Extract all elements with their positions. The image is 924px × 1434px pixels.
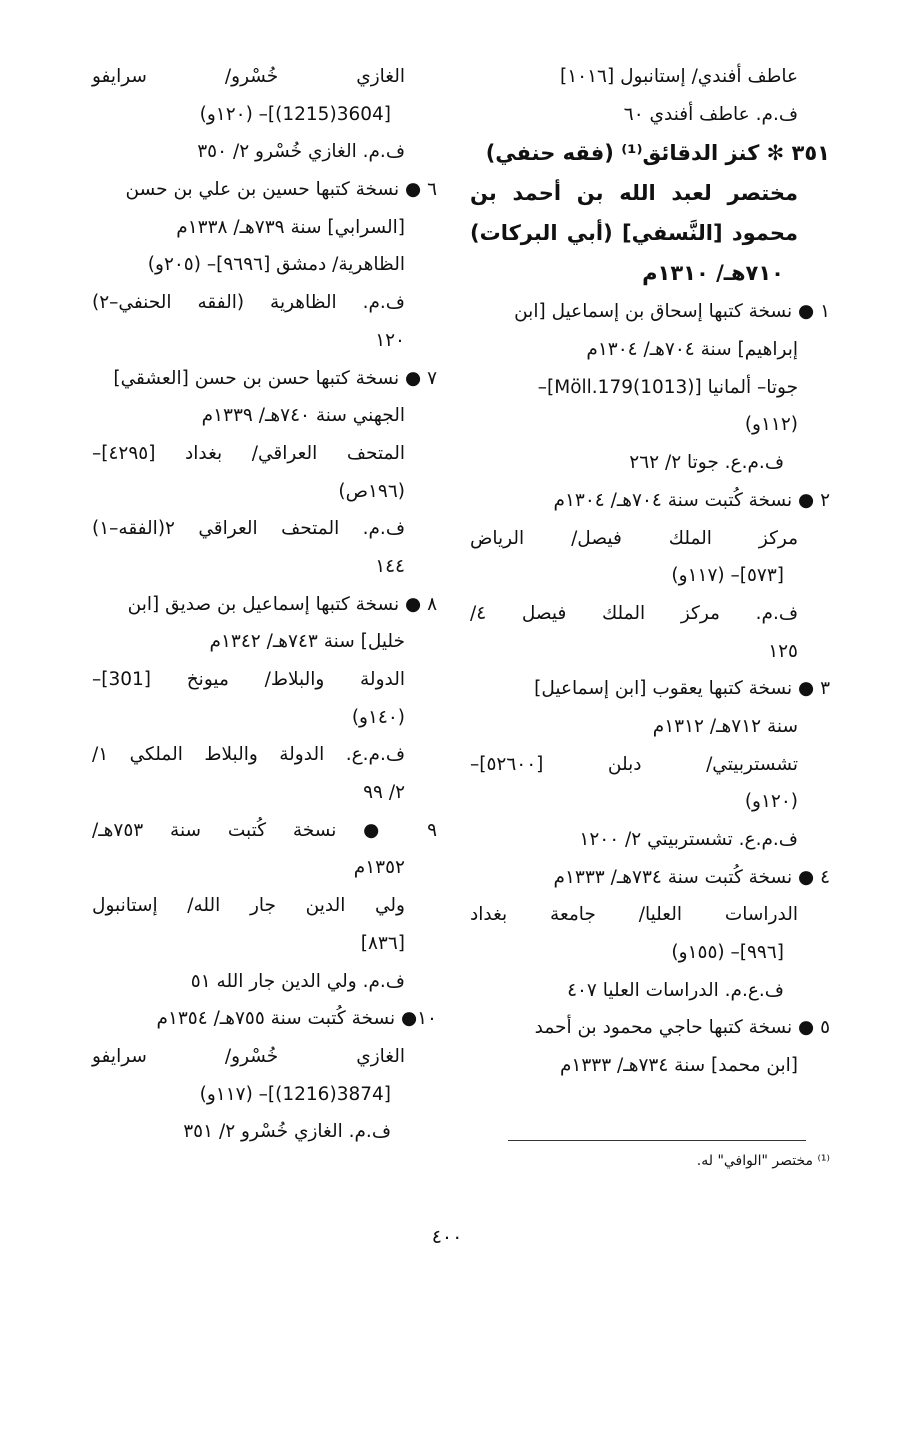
text-line: ف.ع.م. الدراسات العليا ٤٠٧: [567, 979, 784, 1001]
text-line: ف.م.ع. جوتا ٢/ ٢٦٢: [629, 452, 784, 474]
text-line: ٤ ● نسخة كُتبت سنة ٧٣٤هـ/ ١٣٣٣م: [553, 866, 830, 888]
text-line: ٧ ● نسخة كتبها حسن بن حسن [العشقي]: [113, 367, 437, 389]
text-line: ١٢٥: [768, 640, 798, 662]
text-line: (١٤٠و): [351, 706, 405, 728]
text-line: ٢ ● نسخة كُتبت سنة ٧٠٤هـ/ ١٣٠٤م: [553, 489, 830, 511]
text-line: ٥ ● نسخة كتبها حاجي محمود بن أحمد: [534, 1017, 830, 1039]
text-line: ف.م. المتحف العراقي ٢(الفقه–١): [92, 518, 405, 540]
text-line: [٨٣٦]: [360, 932, 405, 954]
text-line: ف.م. الغازي خُسْرو ٢/ ٣٥١: [183, 1121, 391, 1143]
text-line: ف.م. ولي الدين جار الله ٥١: [190, 970, 405, 992]
text-line: [ابن محمد] سنة ٧٣٤هـ/ ١٣٣٣م: [559, 1055, 798, 1077]
text-line: ف.م. الغازي خُسْرو ٢/ ٣٥٠: [197, 141, 405, 163]
text-line: ٨ ● نسخة كتبها إسماعيل بن صديق [ابن: [127, 593, 437, 615]
text-line: المتحف العراقي/ بغداد [٤٢٩٥]–: [92, 442, 405, 464]
text-line: (١١٢و): [744, 414, 798, 436]
text-line: ف.م. مركز الملك فيصل ٤/: [470, 602, 798, 624]
text-line: الغازي خُسْرو/ سرايفو: [92, 1045, 405, 1067]
text-line: ١٤٤: [375, 555, 405, 577]
text-line: [السرابي] سنة ٧٣٩هـ/ ١٣٣٨م: [176, 216, 405, 238]
text-line: ٢/ ٩٩: [363, 782, 405, 804]
text-line: ١٣٥٢م: [353, 857, 405, 879]
text-line: ولي الدين جار الله/ إستانبول: [92, 895, 405, 917]
text-line: ١٢٠: [375, 329, 405, 351]
text-line: الظاهرية/ دمشق [٩٦٩٦]– (٢٠٥و): [147, 254, 405, 276]
text-line: ف.م. الظاهرية (الفقه الحنفي–٢): [92, 292, 405, 314]
text-line: ف.م.ع. الدولة والبلاط الملكي ١/: [92, 744, 405, 766]
text-line: (١٩٦ص): [338, 480, 405, 502]
footnote: ⁽¹⁾ مختصر "الوافي" له.: [696, 1153, 830, 1169]
text-line: [٩٩٦]– (١٥٥و): [671, 942, 784, 964]
text-line: ١ ● نسخة كتبها إسحاق بن إسماعيل [ابن: [514, 301, 830, 323]
text-line: ف.م. عاطف أفندي ٦٠: [623, 103, 798, 125]
text-line: مركز الملك فيصل/ الرياض: [470, 527, 798, 549]
text-line: ٧١٠هـ/ ١٣١٠م: [642, 261, 784, 286]
text-line: عاطف أفندي/ إستانبول [١٠١٦]: [560, 66, 798, 87]
left-column: [92, 58, 437, 1151]
text-line: ٩ ● نسخة كُتبت سنة ٧٥٣هـ/: [92, 819, 437, 841]
text-line: سنة ٧١٢هـ/ ١٣١٢م: [652, 715, 798, 737]
text-line: [3874(1216)]– (١١٧و): [199, 1083, 391, 1105]
text-line: ٣ ● نسخة كتبها يعقوب [ابن إسماعيل]: [534, 678, 830, 700]
footnote-divider: [508, 1140, 806, 1141]
text-line: خليل] سنة ٧٤٣هـ/ ١٣٤٢م: [209, 631, 405, 653]
right-column: [470, 58, 830, 1085]
text-line: الجهني سنة ٧٤٠هـ/ ١٣٣٩م: [201, 405, 405, 427]
text-line: ٣٥١ ✻ كنز الدقائق⁽¹⁾ (فقه حنفي): [485, 141, 830, 166]
text-line: مختصر لعبد الله بن أحمد بن: [470, 181, 798, 206]
text-line: الدراسات العليا/ جامعة بغداد: [470, 904, 798, 926]
text-line: الدولة والبلاط/ ميونخ [301]–: [92, 669, 405, 690]
text-line: ١٠● نسخة كُتبت سنة ٧٥٥هـ/ ١٣٥٤م: [156, 1008, 437, 1030]
text-line: الغازي خُسْرو/ سرايفو: [92, 66, 405, 87]
text-line: محمود [النَّسفي] (أبي البركات): [470, 221, 798, 246]
text-line: [٥٧٣]– (١١٧و): [671, 565, 784, 587]
text-line: ف.م.ع. تشستربيتي ٢/ ١٢٠٠: [579, 829, 798, 850]
page-number: ٤٠٠: [431, 1226, 463, 1248]
text-line: تشستربيتي/ دبلن [٥٢٦٠٠]–: [470, 753, 798, 775]
text-line: إبراهيم] سنة ٧٠٤هـ/ ١٣٠٤م: [586, 339, 798, 361]
text-line: [3604(1215)]– (١٢٠و): [199, 103, 391, 125]
text-line: (١٢٠و): [744, 791, 798, 813]
text-line: جوتا– ألمانيا [Möll.179(1013)]–: [537, 376, 798, 398]
text-line: ٦ ● نسخة كتبها حسين بن علي بن حسن: [125, 179, 437, 201]
